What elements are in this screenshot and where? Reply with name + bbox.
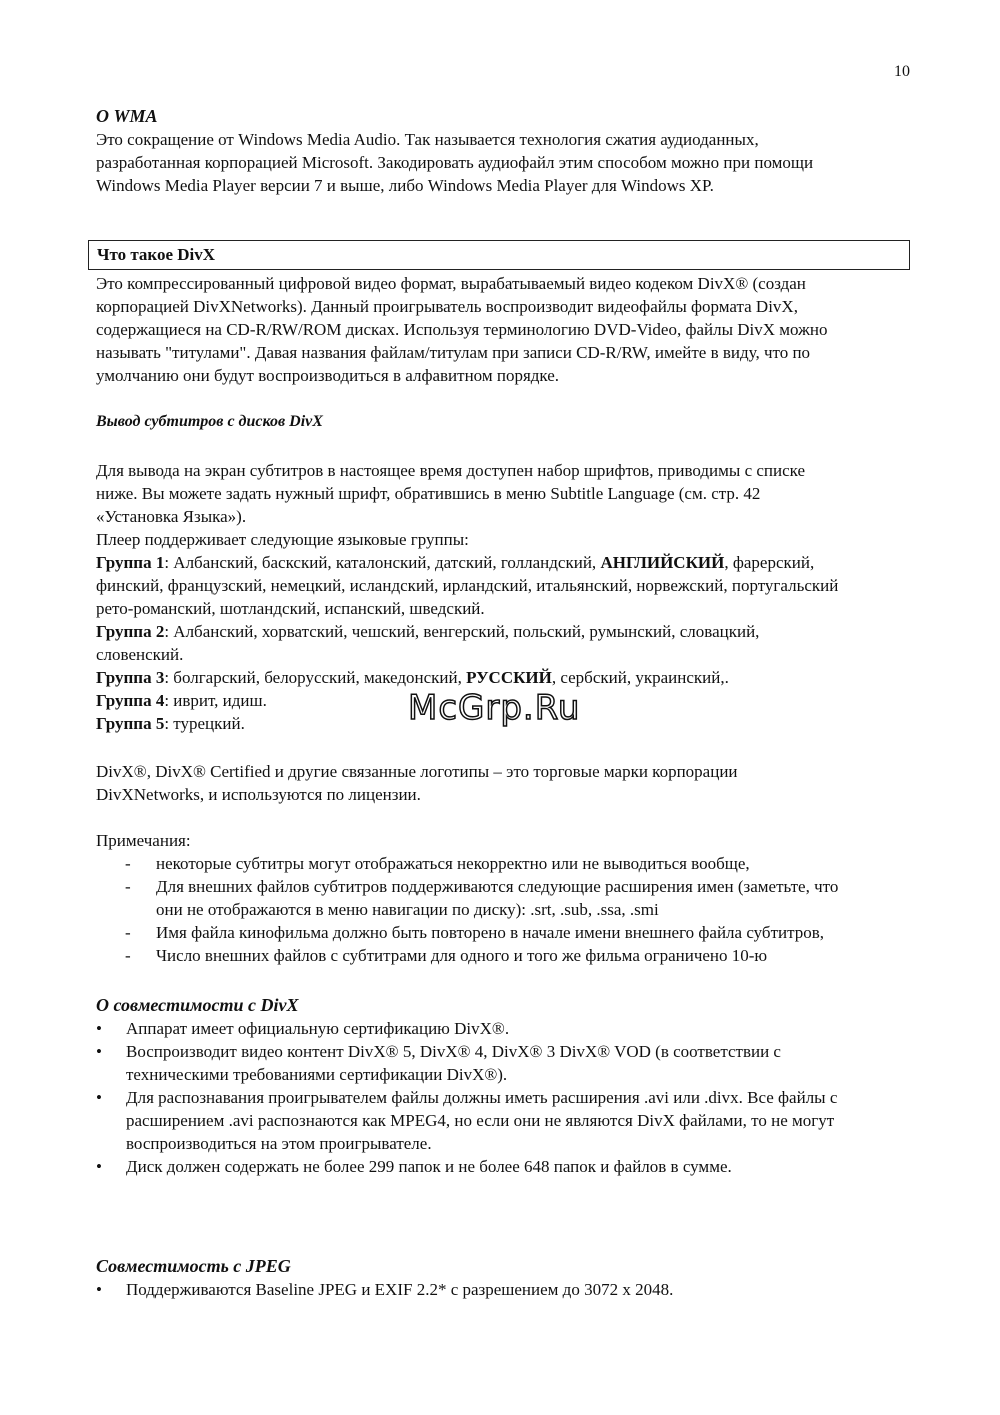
trademark-note [96,760,916,806]
wma-line: разработанная корпорацией Microsoft. Закодировать аудиофайл этим способом можно при помощи [96,153,814,172]
divx-line: содержащиеся на CD-R/RW/ROM дисках. Используя терминологию DVD-Video, файлы DivX можно [96,320,828,339]
subtitles-intro-line: «Установка Языка»). [96,507,247,526]
watermark: McGrp.Ru [408,688,581,728]
group-2-label: Группа 2 [96,622,165,641]
subtitles-heading-wrap [96,410,916,433]
group-2-text: : Албанский, хорватский, чешский, венгерский, польский, румынский, словацкий, [164,622,760,641]
wma-line: Это сокращение от Windows Media Audio. Так называется технология сжатия аудиоданных, [96,130,759,149]
group-3 [96,666,916,689]
dash-marker: - [125,877,131,896]
note-text: Имя файла кинофильма должно быть повторено в начале имени внешнего файла субтитров, [156,923,825,942]
jpeg-heading: Совместимость с JPEG [96,1256,291,1276]
notes-list [96,852,916,967]
list-item [96,852,916,875]
note-text: Число внешних файлов с субтитрами для одного и того же фильма ограничено 10-ю [156,946,768,965]
compat-text-cont: воспроизводиться на этом проигрывателе. [126,1134,432,1153]
group-3-text: : болгарский, белорусский, македонский, [164,668,467,687]
group-4-text: : иврит, идиш. [164,691,267,710]
group-4-label: Группа 4 [96,691,165,710]
group-1-text-end: , фарерский, [724,553,815,572]
list-item [96,944,916,967]
trademark-line: DivXNetworks, и используются по лицензии. [96,785,421,804]
list-item [96,1017,916,1040]
subtitles-heading: Вывод субтитров с дисков DivX [96,413,323,430]
compat-text: Для распознавания проигрывателем файлы должны иметь расширения .avi или .divx. Все файлы с [126,1088,838,1107]
subtitles-intro-line: ниже. Вы можете задать нужный шрифт, обратившись в меню Subtitle Language (см. стр. 42 [96,484,761,503]
compat-text: Аппарат имеет официальную сертификацию DivX®. [126,1019,510,1038]
notes-section [96,829,916,967]
list-item [96,1040,916,1086]
note-text-cont: они не отображаются в меню навигации по диску): .srt, .sub, .ssa, .smi [156,900,659,919]
list-item [96,1086,916,1155]
list-item [96,1278,916,1301]
trademark-line: DivX®, DivX® Certified и другие связанные логотипы – это торговые марки корпорации [96,762,738,781]
divx-description [96,272,916,387]
compat-list [96,1017,916,1178]
bullet-marker: • [96,1019,102,1038]
group-3-russian: РУССКИЙ [466,668,552,687]
group-2 [96,620,916,643]
group-3-text-end: , сербский, украинский,. [551,668,729,687]
subtitles-intro-line: Для вывода на экран субтитров в настоящее время доступен набор шрифтов, приводимы с списке [96,461,806,480]
dash-marker: - [125,923,131,942]
notes-label: Примечания: [96,831,191,850]
jpeg-list [96,1278,916,1301]
note-text: некоторые субтитры могут отображаться некорректно или не выводиться вообще, [156,854,750,873]
list-item [96,921,916,944]
divx-heading: Что такое DivX [88,240,910,270]
group-3-label: Группа 3 [96,668,165,687]
group-2-line: словенский. [96,645,184,664]
divx-line: называть "титулами". Давая названия файлам/титулам при записи CD-R/RW, имейте в виду, что по [96,343,811,362]
dash-marker: - [125,946,131,965]
compat-text: Воспроизводит видео контент DivX® 5, DivX® 4, DivX® 3 DivX® VOD (в соответствии с [126,1042,781,1061]
group-1-english: АНГЛИЙСКИЙ [600,553,725,572]
bullet-marker: • [96,1088,102,1107]
group-1 [96,551,916,574]
divx-line: корпорацией DivXNetworks). Данный проигрыватель воспроизводит видеофайлы формата DivX, [96,297,798,316]
group-1-line: финский, французский, немецкий, исландский, ирландский, итальянский, норвежский, португальский [96,576,839,595]
wma-line: Windows Media Player версии 7 и выше, либо Windows Media Player для Windows XP. [96,176,714,195]
bullet-marker: • [96,1157,102,1176]
bullet-marker: • [96,1042,102,1061]
bullet-marker: • [96,1280,102,1299]
group-5-text: : турецкий. [164,714,245,733]
divx-line: Это компрессированный цифровой видео формат, вырабатываемый видео кодеком DivX® (создан [96,274,806,293]
group-1-label: Группа 1 [96,553,165,572]
group-1-text: : Албанский, баскский, каталонский, датский, голландский, [164,553,601,572]
compat-heading: О совместимости с DivX [96,995,299,1015]
jpeg-text: Поддерживаются Baseline JPEG и EXIF 2.2* с разрешением до 3072 x 2048. [126,1280,674,1299]
compat-text-cont: расширением .avi распознаются как MPEG4, но если они не являются DivX файлами, то не могут [126,1111,835,1130]
compat-section [96,994,916,1178]
compat-text: Диск должен содержать не более 299 папок и не более 648 папок и файлов в сумме. [126,1157,732,1176]
compat-text-cont: техническими требованиями сертификации DivX®). [126,1065,508,1084]
wma-section [96,105,916,197]
subtitles-intro-line: Плеер поддерживает следующие языковые группы: [96,530,469,549]
group-1-line: рето-романский, шотландский, испанский, шведский. [96,599,485,618]
wma-heading: О WMA [96,106,158,126]
page-number: 10 [894,63,910,80]
list-item [96,875,916,921]
group-5-label: Группа 5 [96,714,165,733]
divx-line: умолчанию они будут воспроизводиться в алфавитном порядке. [96,366,560,385]
jpeg-section [96,1255,916,1301]
note-text: Для внешних файлов субтитров поддерживаются следующие расширения имен (заметьте, что [156,877,839,896]
dash-marker: - [125,854,131,873]
list-item [96,1155,916,1178]
